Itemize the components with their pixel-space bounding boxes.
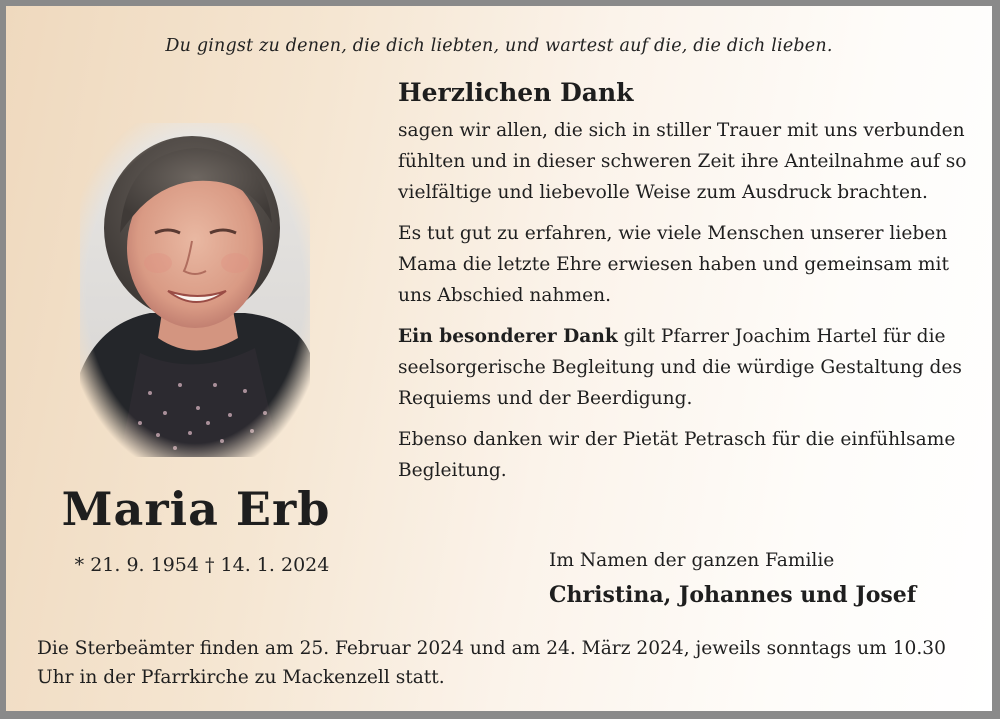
motto-quote: Du gingst zu denen, die dich liebten, und wartest auf die, die dich lieben. <box>165 36 833 56</box>
thanks-paragraph-1: sagen wir allen, die sich in stiller Trauer mit uns verbunden fühlten und in dieser schweren Zeit ihre Anteilnahme auf so vielfältige und liebevolle Weise zum Ausdruck brachten. <box>398 120 967 203</box>
thanks-paragraph-4: Ebenso danken wir der Pietät Petrasch für die einfühlsame Begleitung. <box>398 429 956 481</box>
thanks-heading: Herzlichen Dank <box>398 78 634 107</box>
portrait-photo <box>80 123 310 457</box>
deceased-name: Maria Erb <box>61 482 331 536</box>
special-thanks-text: gilt Pfarrer Joachim Hartel für die seelsorgerische Begleitung und die würdige Gestaltung des Requiems und der Beerdigung. <box>398 326 962 409</box>
memorial-service-note: Die Sterbeämter finden am 25. Februar 2024 und am 24. März 2024, jeweils sonntags um 10.30 Uhr in der Pfarrkirche zu Mackenzell statt. <box>37 638 946 688</box>
life-dates: * 21. 9. 1954 † 14. 1. 2024 <box>74 554 330 576</box>
signature-intro: Im Namen der ganzen Familie <box>549 550 835 571</box>
special-thanks-bold: Ein besonderer Dank <box>398 326 618 347</box>
signature-names: Christina, Johannes und Josef <box>549 582 917 608</box>
obituary-card <box>6 6 992 711</box>
thanks-paragraph-3 <box>398 321 978 414</box>
thanks-paragraph-2: Es tut gut zu erfahren, wie viele Menschen unserer lieben Mama die letzte Ehre erwiesen haben und gemeinsam mit uns Abschied nahmen. <box>398 223 949 306</box>
thanks-section <box>398 78 978 496</box>
